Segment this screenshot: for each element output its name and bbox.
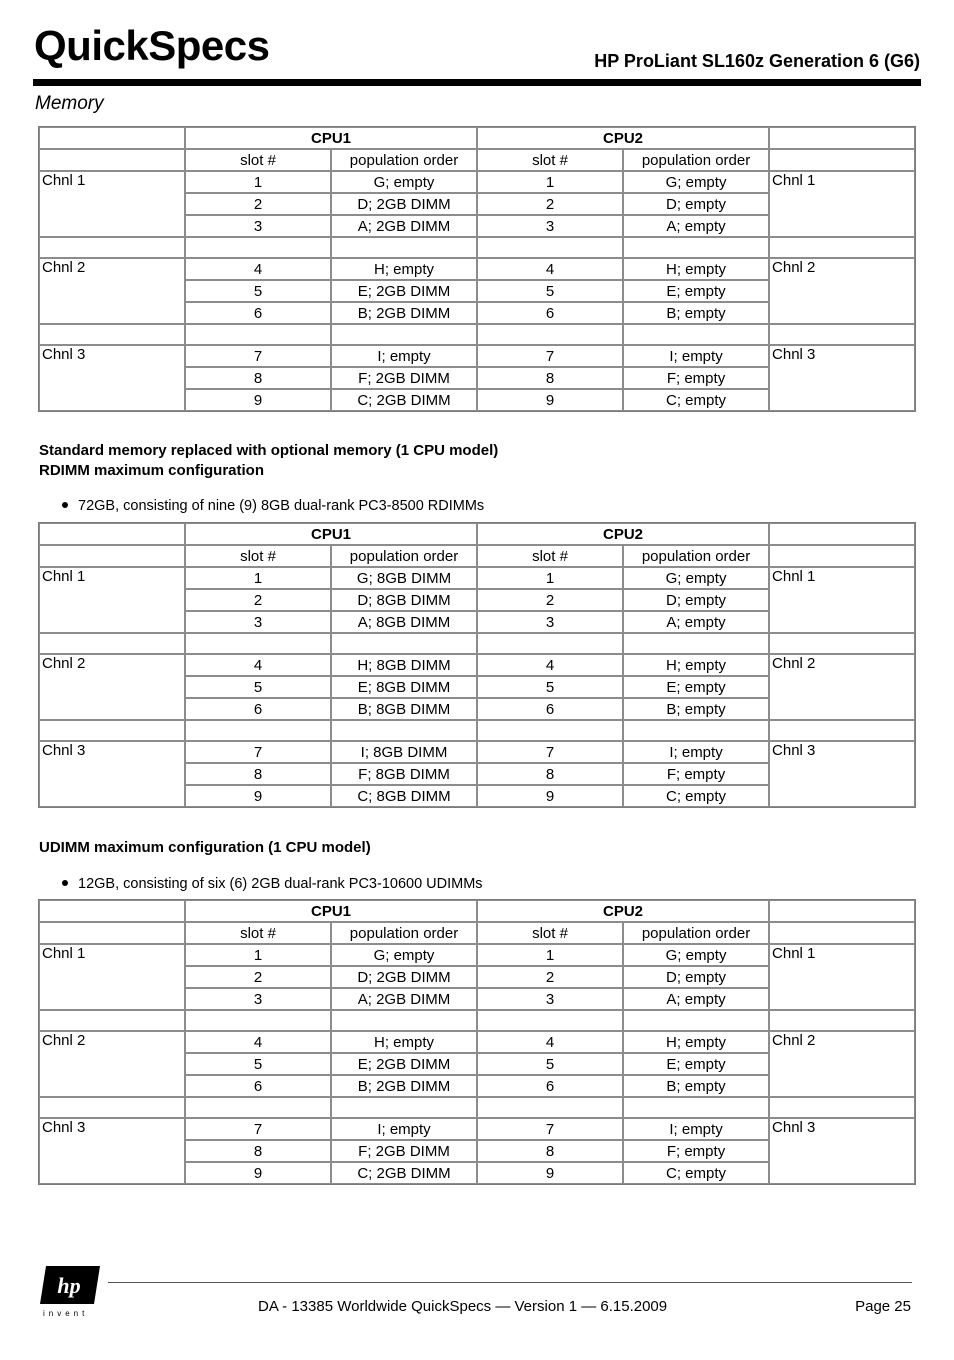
order-header: population order bbox=[331, 922, 477, 944]
cpu1-population: A; 2GB DIMM bbox=[331, 215, 477, 237]
cpu1-population: G; empty bbox=[331, 944, 477, 966]
cpu2-slot: 6 bbox=[477, 1075, 623, 1097]
page-number: Page 25 bbox=[855, 1298, 911, 1315]
header-rule bbox=[33, 79, 921, 86]
cpu2-population: A; empty bbox=[623, 988, 769, 1010]
cpu2-slot: 7 bbox=[477, 345, 623, 367]
order-header: population order bbox=[331, 545, 477, 567]
cpu1-slot: 4 bbox=[185, 1031, 331, 1053]
cpu2-slot: 3 bbox=[477, 215, 623, 237]
cpu2-slot: 5 bbox=[477, 1053, 623, 1075]
spacer-row bbox=[39, 720, 915, 741]
cpu1-slot: 6 bbox=[185, 302, 331, 324]
memory-table-3 bbox=[38, 899, 916, 1185]
cpu2-header: CPU2 bbox=[477, 900, 769, 922]
cpu2-header: CPU2 bbox=[477, 127, 769, 149]
cpu2-population: E; empty bbox=[623, 1053, 769, 1075]
cpu2-slot: 7 bbox=[477, 1118, 623, 1140]
cpu2-header: CPU2 bbox=[477, 523, 769, 545]
cpu1-slot: 6 bbox=[185, 1075, 331, 1097]
blank-cell bbox=[769, 149, 915, 171]
cpu1-slot: 9 bbox=[185, 785, 331, 807]
slot-header: slot # bbox=[185, 545, 331, 567]
cpu2-population: H; empty bbox=[623, 1031, 769, 1053]
bullet-item bbox=[62, 498, 484, 514]
cpu1-slot: 8 bbox=[185, 763, 331, 785]
cpu2-slot: 9 bbox=[477, 389, 623, 411]
cpu1-slot: 1 bbox=[185, 567, 331, 589]
cpu1-population: D; 2GB DIMM bbox=[331, 966, 477, 988]
blank-cell bbox=[39, 900, 185, 922]
table-row bbox=[39, 654, 915, 676]
blank-cell bbox=[769, 922, 915, 944]
cpu1-population: F; 8GB DIMM bbox=[331, 763, 477, 785]
channel-label: Chnl 1 bbox=[39, 567, 185, 633]
column-header-row bbox=[39, 149, 915, 171]
order-header: population order bbox=[623, 545, 769, 567]
cpu1-slot: 6 bbox=[185, 698, 331, 720]
cpu1-population: I; empty bbox=[331, 345, 477, 367]
cpu1-population: D; 8GB DIMM bbox=[331, 589, 477, 611]
cpu1-population: E; 8GB DIMM bbox=[331, 676, 477, 698]
cpu1-slot: 2 bbox=[185, 193, 331, 215]
cpu1-population: C; 2GB DIMM bbox=[331, 389, 477, 411]
slot-header: slot # bbox=[185, 149, 331, 171]
cpu2-population: F; empty bbox=[623, 367, 769, 389]
column-header-row bbox=[39, 922, 915, 944]
cpu1-population: B; 8GB DIMM bbox=[331, 698, 477, 720]
cpu1-slot: 2 bbox=[185, 966, 331, 988]
table-row bbox=[39, 741, 915, 763]
cpu2-population: C; empty bbox=[623, 389, 769, 411]
channel-label: Chnl 1 bbox=[39, 171, 185, 237]
blank-cell bbox=[769, 900, 915, 922]
cpu2-slot: 4 bbox=[477, 654, 623, 676]
channel-label: Chnl 2 bbox=[769, 1031, 915, 1097]
cpu1-slot: 4 bbox=[185, 258, 331, 280]
channel-label: Chnl 2 bbox=[39, 1031, 185, 1097]
cpu2-population: G; empty bbox=[623, 944, 769, 966]
channel-label: Chnl 3 bbox=[769, 741, 915, 807]
cpu2-slot: 4 bbox=[477, 258, 623, 280]
cpu2-slot: 5 bbox=[477, 676, 623, 698]
cpu2-population: A; empty bbox=[623, 611, 769, 633]
slot-header: slot # bbox=[185, 922, 331, 944]
cpu1-header: CPU1 bbox=[185, 523, 477, 545]
bullet-text: 12GB, consisting of six (6) 2GB dual-rank PC3-10600 UDIMMs bbox=[78, 876, 483, 892]
table-row bbox=[39, 171, 915, 193]
cpu1-slot: 5 bbox=[185, 1053, 331, 1075]
cpu1-population: C; 2GB DIMM bbox=[331, 1162, 477, 1184]
cpu1-slot: 8 bbox=[185, 1140, 331, 1162]
cpu2-slot: 1 bbox=[477, 171, 623, 193]
brand-title: QuickSpecs bbox=[34, 22, 270, 69]
channel-label: Chnl 3 bbox=[39, 1118, 185, 1184]
cpu2-population: F; empty bbox=[623, 763, 769, 785]
section-heading: UDIMM maximum configuration (1 CPU model) bbox=[39, 839, 371, 856]
cpu1-population: F; 2GB DIMM bbox=[331, 367, 477, 389]
spacer-row bbox=[39, 1097, 915, 1118]
channel-label: Chnl 2 bbox=[39, 258, 185, 324]
cpu2-population: G; empty bbox=[623, 567, 769, 589]
bullet-item bbox=[62, 876, 483, 892]
cpu2-population: F; empty bbox=[623, 1140, 769, 1162]
cpu2-population: B; empty bbox=[623, 1075, 769, 1097]
cpu1-population: C; 8GB DIMM bbox=[331, 785, 477, 807]
cpu1-slot: 1 bbox=[185, 944, 331, 966]
cpu-header-row bbox=[39, 523, 915, 545]
cpu2-slot: 3 bbox=[477, 611, 623, 633]
spacer-row bbox=[39, 237, 915, 258]
channel-label: Chnl 1 bbox=[769, 944, 915, 1010]
cpu2-population: C; empty bbox=[623, 785, 769, 807]
channel-label: Chnl 2 bbox=[769, 258, 915, 324]
cpu1-slot: 5 bbox=[185, 676, 331, 698]
section-title: Memory bbox=[35, 93, 104, 114]
cpu2-slot: 5 bbox=[477, 280, 623, 302]
column-header-row bbox=[39, 545, 915, 567]
blank-cell bbox=[769, 545, 915, 567]
cpu2-population: D; empty bbox=[623, 589, 769, 611]
slot-header: slot # bbox=[477, 922, 623, 944]
cpu1-population: G; empty bbox=[331, 171, 477, 193]
memory-table-1 bbox=[38, 126, 916, 412]
channel-label: Chnl 3 bbox=[769, 345, 915, 411]
cpu1-slot: 4 bbox=[185, 654, 331, 676]
bullet-icon bbox=[62, 880, 68, 886]
cpu2-population: A; empty bbox=[623, 215, 769, 237]
table-row bbox=[39, 567, 915, 589]
cpu1-population: I; 8GB DIMM bbox=[331, 741, 477, 763]
hp-logo-icon bbox=[40, 1264, 102, 1306]
cpu2-population: H; empty bbox=[623, 258, 769, 280]
footer-document-info: DA - 13385 Worldwide QuickSpecs — Version 1 — 6.15.2009 bbox=[258, 1298, 668, 1315]
channel-label: Chnl 1 bbox=[769, 171, 915, 237]
blank-cell bbox=[39, 922, 185, 944]
cpu1-population: H; 8GB DIMM bbox=[331, 654, 477, 676]
cpu2-population: C; empty bbox=[623, 1162, 769, 1184]
section-subheading: RDIMM maximum configuration bbox=[39, 462, 265, 479]
cpu1-slot: 3 bbox=[185, 215, 331, 237]
cpu1-slot: 7 bbox=[185, 741, 331, 763]
cpu1-population: H; empty bbox=[331, 1031, 477, 1053]
cpu2-slot: 1 bbox=[477, 567, 623, 589]
cpu2-population: D; empty bbox=[623, 193, 769, 215]
cpu1-population: A; 2GB DIMM bbox=[331, 988, 477, 1010]
product-name: HP ProLiant SL160z Generation 6 (G6) bbox=[594, 51, 920, 71]
cpu2-slot: 8 bbox=[477, 367, 623, 389]
blank-cell bbox=[39, 545, 185, 567]
cpu2-population: D; empty bbox=[623, 966, 769, 988]
logo-tagline: invent bbox=[43, 1309, 89, 1318]
table-row bbox=[39, 1118, 915, 1140]
cpu1-population: E; 2GB DIMM bbox=[331, 280, 477, 302]
cpu2-population: B; empty bbox=[623, 698, 769, 720]
cpu2-slot: 8 bbox=[477, 763, 623, 785]
cpu2-population: I; empty bbox=[623, 741, 769, 763]
blank-cell bbox=[769, 127, 915, 149]
cpu1-population: E; 2GB DIMM bbox=[331, 1053, 477, 1075]
cpu1-population: B; 2GB DIMM bbox=[331, 302, 477, 324]
cpu2-slot: 6 bbox=[477, 698, 623, 720]
cpu2-population: I; empty bbox=[623, 345, 769, 367]
spacer-row bbox=[39, 1010, 915, 1031]
cpu2-slot: 2 bbox=[477, 589, 623, 611]
cpu1-slot: 3 bbox=[185, 611, 331, 633]
cpu1-slot: 9 bbox=[185, 389, 331, 411]
channel-label: Chnl 3 bbox=[39, 741, 185, 807]
cpu2-slot: 8 bbox=[477, 1140, 623, 1162]
blank-cell bbox=[39, 149, 185, 171]
cpu2-slot: 2 bbox=[477, 966, 623, 988]
cpu-header-row bbox=[39, 900, 915, 922]
cpu1-slot: 1 bbox=[185, 171, 331, 193]
blank-cell bbox=[39, 127, 185, 149]
table-row bbox=[39, 944, 915, 966]
channel-label: Chnl 3 bbox=[39, 345, 185, 411]
channel-label: Chnl 3 bbox=[769, 1118, 915, 1184]
spacer-row bbox=[39, 324, 915, 345]
section-heading: Standard memory replaced with optional memory (1 CPU model) bbox=[39, 442, 499, 459]
cpu1-header: CPU1 bbox=[185, 127, 477, 149]
table-row bbox=[39, 345, 915, 367]
channel-label: Chnl 2 bbox=[39, 654, 185, 720]
order-header: population order bbox=[623, 149, 769, 171]
cpu1-population: G; 8GB DIMM bbox=[331, 567, 477, 589]
slot-header: slot # bbox=[477, 149, 623, 171]
cpu1-slot: 7 bbox=[185, 1118, 331, 1140]
table-row bbox=[39, 1031, 915, 1053]
cpu1-header: CPU1 bbox=[185, 900, 477, 922]
table-row bbox=[39, 258, 915, 280]
cpu2-slot: 1 bbox=[477, 944, 623, 966]
order-header: population order bbox=[623, 922, 769, 944]
cpu-header-row bbox=[39, 127, 915, 149]
cpu1-population: D; 2GB DIMM bbox=[331, 193, 477, 215]
cpu1-slot: 5 bbox=[185, 280, 331, 302]
svg-text:hp: hp bbox=[57, 1273, 81, 1298]
cpu2-slot: 4 bbox=[477, 1031, 623, 1053]
bullet-icon bbox=[62, 502, 68, 508]
cpu1-population: B; 2GB DIMM bbox=[331, 1075, 477, 1097]
cpu1-population: A; 8GB DIMM bbox=[331, 611, 477, 633]
channel-label: Chnl 2 bbox=[769, 654, 915, 720]
memory-table-2 bbox=[38, 522, 916, 808]
cpu2-slot: 9 bbox=[477, 785, 623, 807]
cpu2-population: I; empty bbox=[623, 1118, 769, 1140]
channel-label: Chnl 1 bbox=[39, 944, 185, 1010]
cpu2-population: B; empty bbox=[623, 302, 769, 324]
cpu2-population: H; empty bbox=[623, 654, 769, 676]
cpu1-slot: 9 bbox=[185, 1162, 331, 1184]
cpu1-population: F; 2GB DIMM bbox=[331, 1140, 477, 1162]
cpu1-slot: 3 bbox=[185, 988, 331, 1010]
cpu1-slot: 8 bbox=[185, 367, 331, 389]
cpu2-population: E; empty bbox=[623, 280, 769, 302]
slot-header: slot # bbox=[477, 545, 623, 567]
blank-cell bbox=[769, 523, 915, 545]
cpu1-population: I; empty bbox=[331, 1118, 477, 1140]
cpu2-slot: 3 bbox=[477, 988, 623, 1010]
order-header: population order bbox=[331, 149, 477, 171]
footer-rule bbox=[108, 1282, 912, 1283]
cpu2-slot: 9 bbox=[477, 1162, 623, 1184]
blank-cell bbox=[39, 523, 185, 545]
channel-label: Chnl 1 bbox=[769, 567, 915, 633]
cpu1-slot: 2 bbox=[185, 589, 331, 611]
cpu1-slot: 7 bbox=[185, 345, 331, 367]
cpu1-population: H; empty bbox=[331, 258, 477, 280]
cpu2-slot: 7 bbox=[477, 741, 623, 763]
cpu2-population: G; empty bbox=[623, 171, 769, 193]
spacer-row bbox=[39, 633, 915, 654]
cpu2-population: E; empty bbox=[623, 676, 769, 698]
cpu2-slot: 2 bbox=[477, 193, 623, 215]
cpu2-slot: 6 bbox=[477, 302, 623, 324]
bullet-text: 72GB, consisting of nine (9) 8GB dual-rank PC3-8500 RDIMMs bbox=[78, 498, 485, 514]
